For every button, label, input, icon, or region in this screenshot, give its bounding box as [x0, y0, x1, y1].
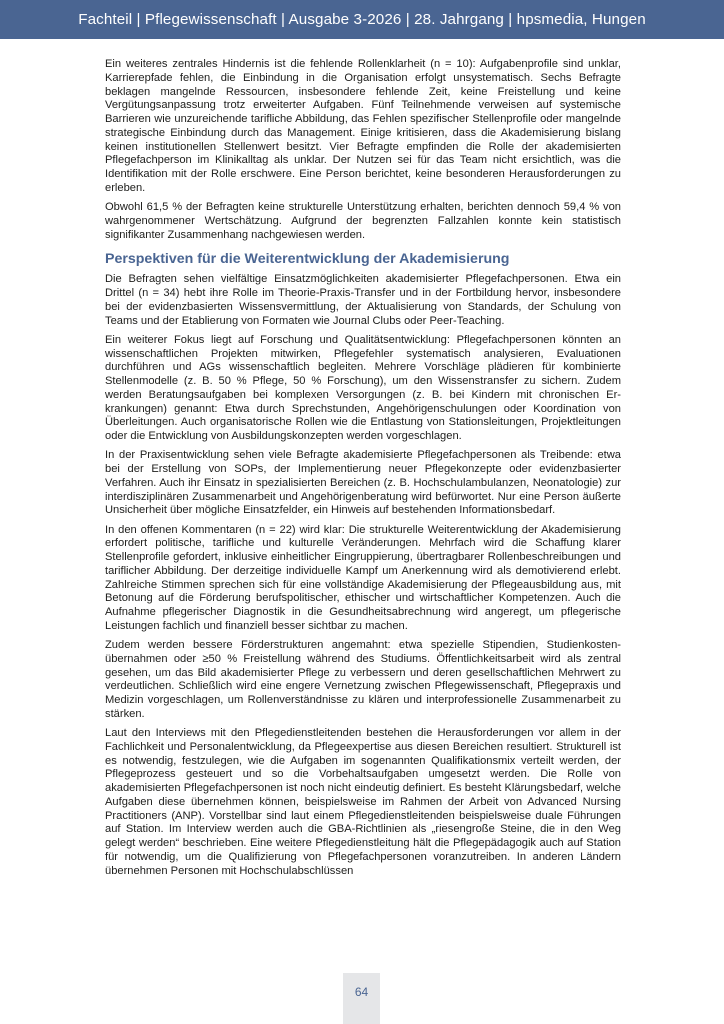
page-number: 64 — [354, 985, 369, 999]
paragraph-research-quality: Ein weiterer Fokus liegt auf Forschung und Qualitätsentwicklung: Pflegefachpersonen könnten an wissenschaftlichen Projekten mitwirken, Pflegefehler systematisch analysieren, Evaluationen durchführen und AGs wissenschaftlich begleiten. Mehrere Vorschläge plädieren für kombinierte Stellenmodelle (z. B. 50 % Pflege, 50 % Forschung), um den Wissenstransfer zu sichern. Zudem werden Beratungsaufgaben bei komplexen Versorgungen (z. B. bei Kindern mit chronischen Erkrankungen) genannt: Etwa durch Sprechstunden, Angehörigenschulungen oder Koordination von Überleitungen. Auch organisatorische Rollen wie die Entlastung von Stationsleitungen, Projektleitungen oder die Entwicklung von Ausbildungskonzepten werden vorgeschlagen. — [105, 333, 621, 442]
paragraph-role-clarity: Ein weiteres zentrales Hindernis ist die fehlende Rollenklarheit (n = 10): Aufgabenprofile sind unklar, Karrierepfade fehlen, die Einbindung in die Organisation erfolgt unsystematisch. Sechs Befragte beklagen mangelnde Ressourcen, insbesondere fehlende Zeit, keine Freistellung und keine Vergütungsanpassung trotz erweiterter Aufgaben. Fünf Teilnehmende verweisen auf systemische Barrieren wie unzureichende tarifliche Abbildung, das Fehlen spezifischer Stellenprofile oder mangelnde strategische Einbindung durch das Management. Einige kritisieren, dass die Akademisierung bislang keinen institutionellen Stellenwert besitzt. Vier Befragte empfinden die Rolle der akademisierten Pflegefachperson im Klinikalltag als unklar. Der Nutzen sei für das Team nicht ersichtlich, was die Identifikation mit der Rolle erschwere. Eine Person berichtet, keine besonderen Herausforderungen zu erleben. — [105, 58, 621, 194]
article-body — [105, 58, 621, 884]
paragraph-support-structures: Zudem werden bessere Förderstrukturen angemahnt: etwa spezielle Stipendien, Studienkostenübernahmen oder ≥50 % Freistellung während des Studiums. Öffentlichkeitsarbeit wird als zentral gesehen, um das Bild akademisierter Pflege zu verbessern und deren gesellschaftlichen Mehrwert zu verdeutlichen. Schließlich wird eine engere Vernetzung zwischen Pflegewissenschaft, Pflegepraxis und Medizin vorgeschlagen, um Rollenverständnisse zu klären und interprofessionelle Zusammenarbeit zu stärken. — [105, 639, 621, 720]
section-heading: Perspektiven für die Weiterentwicklung der Akademisierung — [105, 251, 510, 268]
paragraph-practice-development: In der Praxisentwicklung sehen viele Befragte akademisierte Pflegefachpersonen als Treibende: etwa bei der Erstellung von SOPs, der Implementierung neuer Pflegekonzepte oder evidenzbasierter Verfahren. Auch ihr Einsatz in spezialisierten Bereichen (z. B. Hochschulambulanzen, Neonatologie) zur interdisziplinären Zusammenarbeit und Angehörigenberatung wird befürwortet. Nur eine Person äußerte Unsicherheit über mögliche Einsatzfelder, ein Hinweis auf bestehenden Informationsbedarf. — [105, 449, 621, 517]
paragraph-interviews: Laut den Interviews mit den Pflegedienstleitenden bestehen die Herausforderungen vor allem in der Fachlichkeit und Personalentwicklung, da Pflegeexpertise aus diesen Bereichen resultiert. Strukturell ist es notwendig, festzulegen, wie die Aufgaben im sogenannten Qualifikationsmix verteilt werden, der Pflegeprozess gesteuert und so die Vorbehaltsaufgaben umgesetzt werden. Die Rolle von akademisierten Pflegefachpersonen ist noch nicht eindeutig definiert. Es besteht Klärungsbedarf, welche Aufgaben diese übernehmen können, beispielsweise im Rahmen der Arbeit von Advanced Nursing Practitioners (ANP). Vorstellbar sind laut einem Pflegedienstleitenden beispielsweise duale Führungen auf Station. Im Interview werden auch die GBA-Richtlinien als „riesengroße Steine, die in den Weg gelegt werden“ beschrieben. Eine weitere Pflegedienstleitung hält die Pflegepädagogik auch auf Station für notwendig, um die Qualifizierung von Pflegefachpersonen voranzutreiben. In anderen Ländern übernehmen Personen mit Hochschulabschlüssen — [105, 727, 621, 877]
paragraph-open-comments: In den offenen Kommentaren (n = 22) wird klar: Die strukturelle Weiterentwicklung der Akademisierung erfordert politische, tarifliche und kulturelle Veränderungen. Mehrfach wird die Schaffung klarer Stellenprofile gefordert, inklusive einheitlicher Eingruppierung, übertragbarer Rollenbeschreibungen und tariflicher Abbildung. Der derzeitige individuelle Kampf um Anerkennung wird als demotivierend erlebt. Zahlreiche Stimmen sprechen sich für eine vollständige Akademisierung der Pflegeausbildung aus, mit Betonung auf die Förderung berufspolitischer, ethischer und wirtschaftlicher Kompetenzen. Auch die Aufnahme pflegerischer Diagnostik in die Gesundheitsabrechnung wird angeregt, um pflegerische Leistungen fachlich und finanziell besser sichtbar zu machen. — [105, 523, 621, 632]
running-header — [0, 0, 724, 39]
paragraph-support-appreciation: Obwohl 61,5 % der Befragten keine strukturelle Unterstützung erhalten, berichten dennoch 59,4 % von wahrgenommener Wertschätzung. Aufgrund der begrenzten Fallzahlen konnte kein statistisch signifikanter Zusammenhang nachgewiesen werden. — [105, 201, 621, 241]
running-title: Fachteil | Pflegewissenschaft | Ausgabe 3-2026 | 28. Jahrgang | hpsmedia, Hungen — [78, 11, 646, 28]
paragraph-deployment-options: Die Befragten sehen vielfältige Einsatzmöglichkeiten akademisierter Pflegefachpersonen. Etwa ein Drittel (n = 34) hebt ihre Rolle im Theorie-Praxis-Transfer und in der Fortbildung hervor, insbesondere bei der evidenzbasierten Wissensvermittlung, der Aktualisierung von Standards, der Schulung von Teams und der Etablierung von Formaten wie Journal Clubs oder Peer-Teaching. — [105, 273, 621, 327]
